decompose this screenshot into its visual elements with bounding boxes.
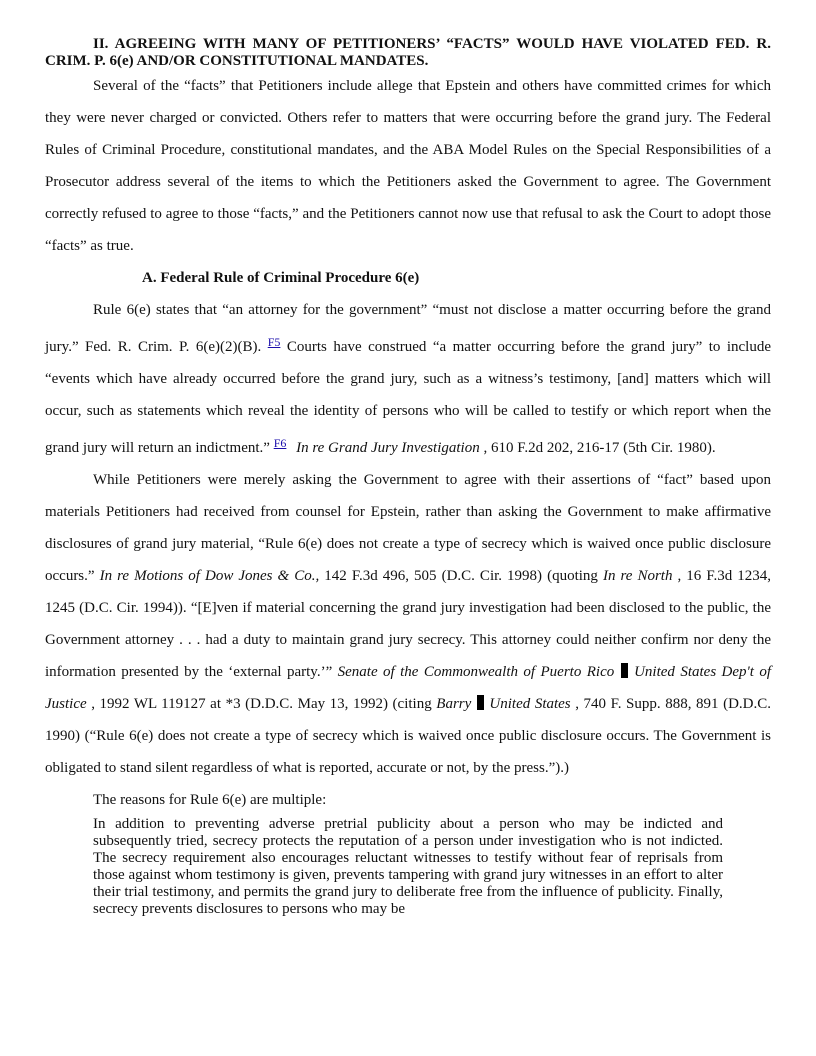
para3-text-2: 142 F.3d 496, 505 (D.C. Cir. 1998) (quoting	[319, 568, 603, 584]
case-citation-grand-jury: In re Grand Jury Investigation	[296, 440, 480, 456]
paragraph-3	[45, 464, 771, 784]
para3-text-5: , 740 F. Supp. 888, 891 (D.D.C. 1990) (“Rule 6(e) does not create a type of secrecy which is waived once public disclosure occurs. The Government is obligated to stand silent regardless of what is reported, accurate or not, by the press.”).)	[45, 696, 772, 776]
document-page	[45, 36, 771, 918]
block-quote: In addition to preventing adverse pretrial publicity about a person who may be indicted and subsequently tried, secrecy protects the reputation of a person under investigation who is not indicted. The secrecy requirement also encourages reluctant witnesses to testify without fear of reprisals from those against whom testimony is given, prevents tampering with grand jury witnesses in an effort to alter their trial testimony, and permits the grand jury to deliberate free from the influence of publicity. Finally, secrecy prevents disclosures to persons who may be	[93, 816, 723, 917]
footnote-link-f5[interactable]: F5	[267, 335, 281, 349]
case-citation-puerto-rico-b: United States Dep't of Justice	[45, 664, 772, 712]
para2-text-2: Courts have construed “a matter occurring before the grand jury” to include “events which have already occurred before the grand jury, such as a witness’s testimony, [and] matters which will occur, such as statements which reveal the identity of persons who will be called to testify or which report when the grand jury will return an indictment.”	[45, 339, 771, 456]
para2-text-1: Rule 6(e) states that “an attorney for the government” “must not disclose a matter occurring before the grand jury.” Fed. R. Crim. P. 6(e)(2)(B).	[45, 302, 771, 355]
subheading-rule-6e: A. Federal Rule of Criminal Procedure 6(e)	[142, 270, 420, 286]
case-citation-barry-a: Barry	[436, 696, 472, 712]
redaction-mark	[621, 663, 628, 678]
case-citation-puerto-rico-a: Senate of the Commonwealth of Puerto Rico	[337, 664, 615, 680]
redaction-mark	[477, 695, 484, 710]
para3-text-1: While Petitioners were merely asking the Government to agree with their assertions of “fact” based upon materials Petitioners had received from counsel for Epstein, rather than asking the Government to make affirmative disclosures of grand jury material, “Rule 6(e) does not create a type of secrecy which is waived once public disclosure occurs.”	[45, 472, 771, 584]
section-heading: II. AGREEING WITH MANY OF PETITIONERS’ “FACTS” WOULD HAVE VIOLATED FED. R. CRIM. P. 6(e) AND/OR CONSTITUTIONAL MANDATES.	[45, 36, 771, 69]
paragraph-2	[45, 294, 771, 464]
case-citation-barry-b: United States	[484, 696, 571, 712]
paragraph-4-lead: The reasons for Rule 6(e) are multiple:	[93, 792, 327, 808]
para3-text-3: , 16 F.3d 1234, 1245 (D.C. Cir. 1994)). “[E]ven if material concerning the grand jury investigation had been disclosed to the public, the Government attorney . . . had a duty to maintain grand jury secrecy. This attorney could neither confirm nor deny the information presented by the ‘external party.’”	[45, 568, 771, 680]
case-citation-north: In re North	[602, 568, 673, 584]
footnote-link-f6[interactable]: F6	[273, 436, 287, 450]
para3-text-4: , 1992 WL 119127 at *3 (D.D.C. May 13, 1992) (citing	[86, 696, 437, 712]
paragraph-1: Several of the “facts” that Petitioners include allege that Epstein and others have committed crimes for which they were never charged or convicted. Others refer to matters that were occurring before the grand jury. The Federal Rules of Criminal Procedure, constitutional mandates, and the ABA Model Rules on the Special Responsibilities of a Prosecutor address several of the items to which the Petitioners asked the Government to agree. The Government correctly refused to agree to those “facts,” and the Petitioners cannot now use that refusal to ask the Court to adopt those “facts” as true.	[45, 78, 771, 254]
para2-text-3: , 610 F.2d 202, 216-17 (5th Cir. 1980).	[479, 440, 716, 456]
case-citation-dow-jones: In re Motions of Dow Jones & Co.,	[99, 568, 320, 584]
